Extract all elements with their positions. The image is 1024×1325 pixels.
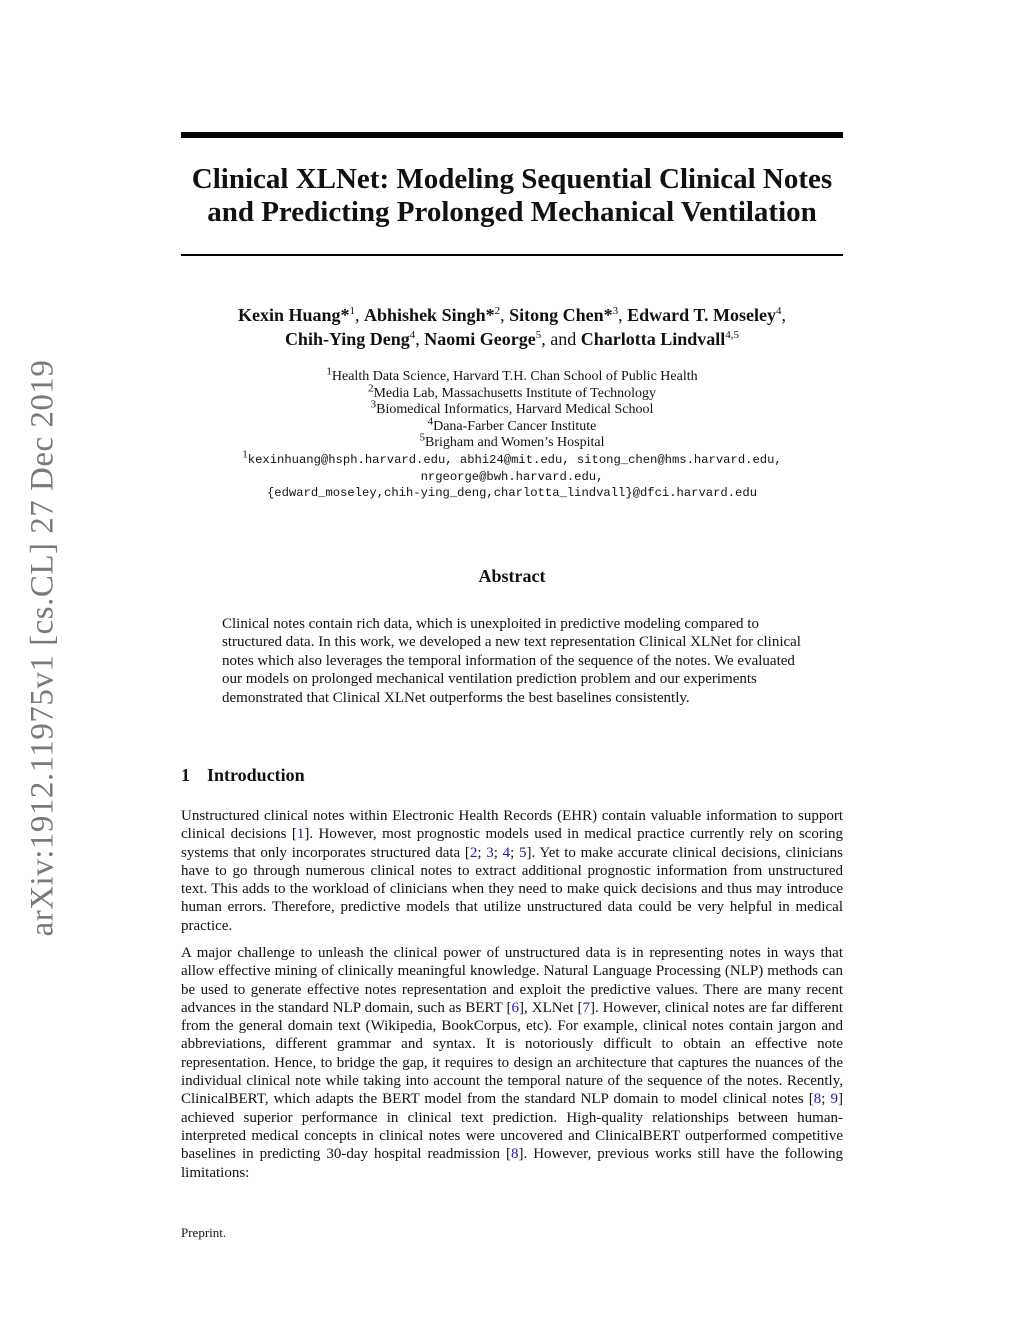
email-addresses[interactable]: {edward_moseley,chih-ying_deng,charlotta_lindvall}@dfci.harvard.edu [266, 486, 758, 501]
paragraph-text: ]. However, clinical notes are far different from the general domain text (Wikipedia, BookCorpus, etc). For example, clinical notes contain jargon and abbreviations, different grammar and syntax. It is notoriously difficult to obtain an effective note representation. Hence, to bridge the gap, it requires to design an architecture that captures the nuances of the individual clinical note while taking into account the temporal nature of the sequence of the notes. Recently, ClinicalBERT, which adapts the BERT model from the standard NLP domain to model clinical notes [ [181, 999, 844, 1108]
arxiv-stamp [25, 355, 61, 940]
author-separator: , [415, 329, 425, 349]
affiliation-text: Dana-Farber Cancer Institute [433, 418, 597, 434]
author-name: Charlotta Lindvall [580, 329, 726, 349]
author-affil-mark: 2 [494, 305, 501, 317]
author-name: Kexin Huang* [238, 305, 350, 325]
email-line [181, 485, 843, 502]
affiliation-mark: 5 [419, 431, 426, 444]
paragraph-text: ], XLNet [ [519, 999, 583, 1016]
author-separator: , [500, 305, 510, 325]
affiliation-mark: 2 [367, 381, 374, 394]
paragraph-text: ]. However, most prognostic models used in medical practice currently rely on scoring systems that only incorporates structured data [ [181, 826, 843, 861]
author-affil-mark: 4 [409, 329, 416, 341]
title-rule-bottom [181, 254, 843, 256]
citation-link[interactable]: 8 [510, 1146, 519, 1163]
section-title: Introduction [207, 765, 305, 785]
author-name: Chih-Ying Deng [284, 329, 410, 349]
affiliation-text: Biomedical Informatics, Harvard Medical School [376, 402, 654, 418]
title-line-2: and Predicting Prolonged Mechanical Ventilation [207, 196, 817, 228]
author-affil-mark: 4 [775, 305, 782, 317]
author-name: Abhishek Singh* [364, 305, 495, 325]
email-line [181, 448, 843, 469]
email-addresses[interactable]: nrgeorge@bwh.harvard.edu, [420, 469, 604, 484]
affiliation-text: Media Lab, Massachusetts Institute of Technology [373, 385, 657, 401]
author-name: Naomi George [424, 329, 536, 349]
affiliation-line [181, 381, 843, 403]
affiliation-line [181, 415, 843, 436]
affiliation-text: Health Data Science, Harvard T.H. Chan School of Public Health [331, 369, 698, 384]
affiliations [181, 365, 843, 502]
affiliation-line [181, 431, 843, 452]
arxiv-identifier[interactable]: arXiv:1912.11975v1 [cs.CL] 27 Dec 2019 [24, 359, 61, 936]
citation-link[interactable]: 6 [511, 999, 520, 1016]
affiliation-mark: 1 [326, 365, 332, 378]
abstract-text: Clinical notes contain rich data, which is unexploited in predictive modeling compared to structured data. In this work, we developed a new text representation Clinical XLNet for clinical notes which also leverages the temporal information of the sequence of the notes. We evaluated our models on prolonged mechanical ventilation prediction problem and our experiments demonstrated that Clinical XLNet outperforms the best baselines consistently. [222, 616, 801, 706]
email-mark: 1 [242, 448, 248, 461]
author-affil-mark: 1 [349, 305, 356, 317]
email-addresses[interactable]: kexinhuang@hsph.harvard.edu, abhi24@mit.edu, sitong_chen@hms.harvard.edu, [247, 452, 782, 467]
section-heading-introduction [181, 765, 305, 786]
citation-link[interactable]: 9 [830, 1091, 838, 1108]
footer-note: Preprint. [181, 1225, 227, 1240]
citation-link[interactable]: 7 [582, 999, 590, 1016]
abstract-heading: Abstract [478, 566, 546, 586]
citation-separator: ; [493, 844, 503, 861]
affiliation-line [181, 398, 843, 419]
author-separator: , [355, 305, 365, 325]
author-separator: , and [541, 329, 581, 349]
paper-title [181, 163, 843, 229]
intro-paragraph-2 [181, 944, 843, 1182]
citation-separator: ; [477, 844, 487, 861]
affiliation-text: Brigham and Women’s Hospital [425, 435, 605, 451]
author-name: Sitong Chen* [509, 305, 613, 325]
citation-separator: ; [821, 1091, 831, 1108]
citation-link[interactable]: 3 [486, 844, 494, 861]
title-line-1: Clinical XLNet: Modeling Sequential Clinical Notes [191, 163, 833, 195]
citation-link[interactable]: 8 [813, 1091, 822, 1108]
author-affil-mark: 5 [535, 329, 542, 341]
author-affil-mark: 3 [612, 305, 619, 317]
paragraph-text: ]. However, previous works still have the following limitations: [181, 1146, 843, 1181]
citation-separator: ; [510, 844, 519, 861]
paragraph-text: ]. Yet to make accurate clinical decisions, clinicians have to go through numerous clinical notes to extract additional prognostic information from unstructured text. This adds to the workload of clinicians when they need to make quick decisions and thus may introduce human errors. Therefore, predictive models that utilize unstructured data could be very helpful in medical practice. [181, 844, 843, 934]
intro-paragraph-1 [181, 807, 843, 935]
citation-link[interactable]: 1 [296, 826, 305, 843]
title-rule-top [181, 132, 843, 138]
email-line [181, 469, 843, 486]
affiliation-line [181, 365, 843, 386]
affiliation-mark: 4 [427, 415, 434, 428]
affiliation-mark: 3 [370, 398, 377, 411]
author-list [181, 303, 843, 351]
paragraph-text: A major challenge to unleash the clinical power of unstructured data is in representing notes in ways that allow effective mining of clinically meaningful knowledge. Natural Language Processing (NLP) methods can be used to generate effective notes representation and exploit the predictive values. There are many recent advances in the standard NLP domain, such as BERT [ [181, 945, 843, 1016]
section-number: 1 [181, 765, 190, 785]
citation-link[interactable]: 2 [469, 844, 478, 861]
author-separator: , [618, 305, 628, 325]
citation-link[interactable]: 4 [502, 844, 511, 861]
paragraph-text: ] achieved superior performance in clinical text prediction. High-quality relationships between human-interpreted medical concepts in clinical notes were uncovered and ClinicalBERT outperformed competitive baselines in predicting 30-day hospital readmission [ [181, 1091, 843, 1163]
author-separator: , [781, 305, 786, 325]
citation-link[interactable]: 5 [518, 844, 527, 861]
paragraph-text: Unstructured clinical notes within Electronic Health Records (EHR) contain valuable information to support clinical decisions [ [181, 808, 843, 843]
author-name: Edward T. Moseley [627, 305, 776, 325]
author-affil-mark: 4,5 [725, 329, 740, 341]
